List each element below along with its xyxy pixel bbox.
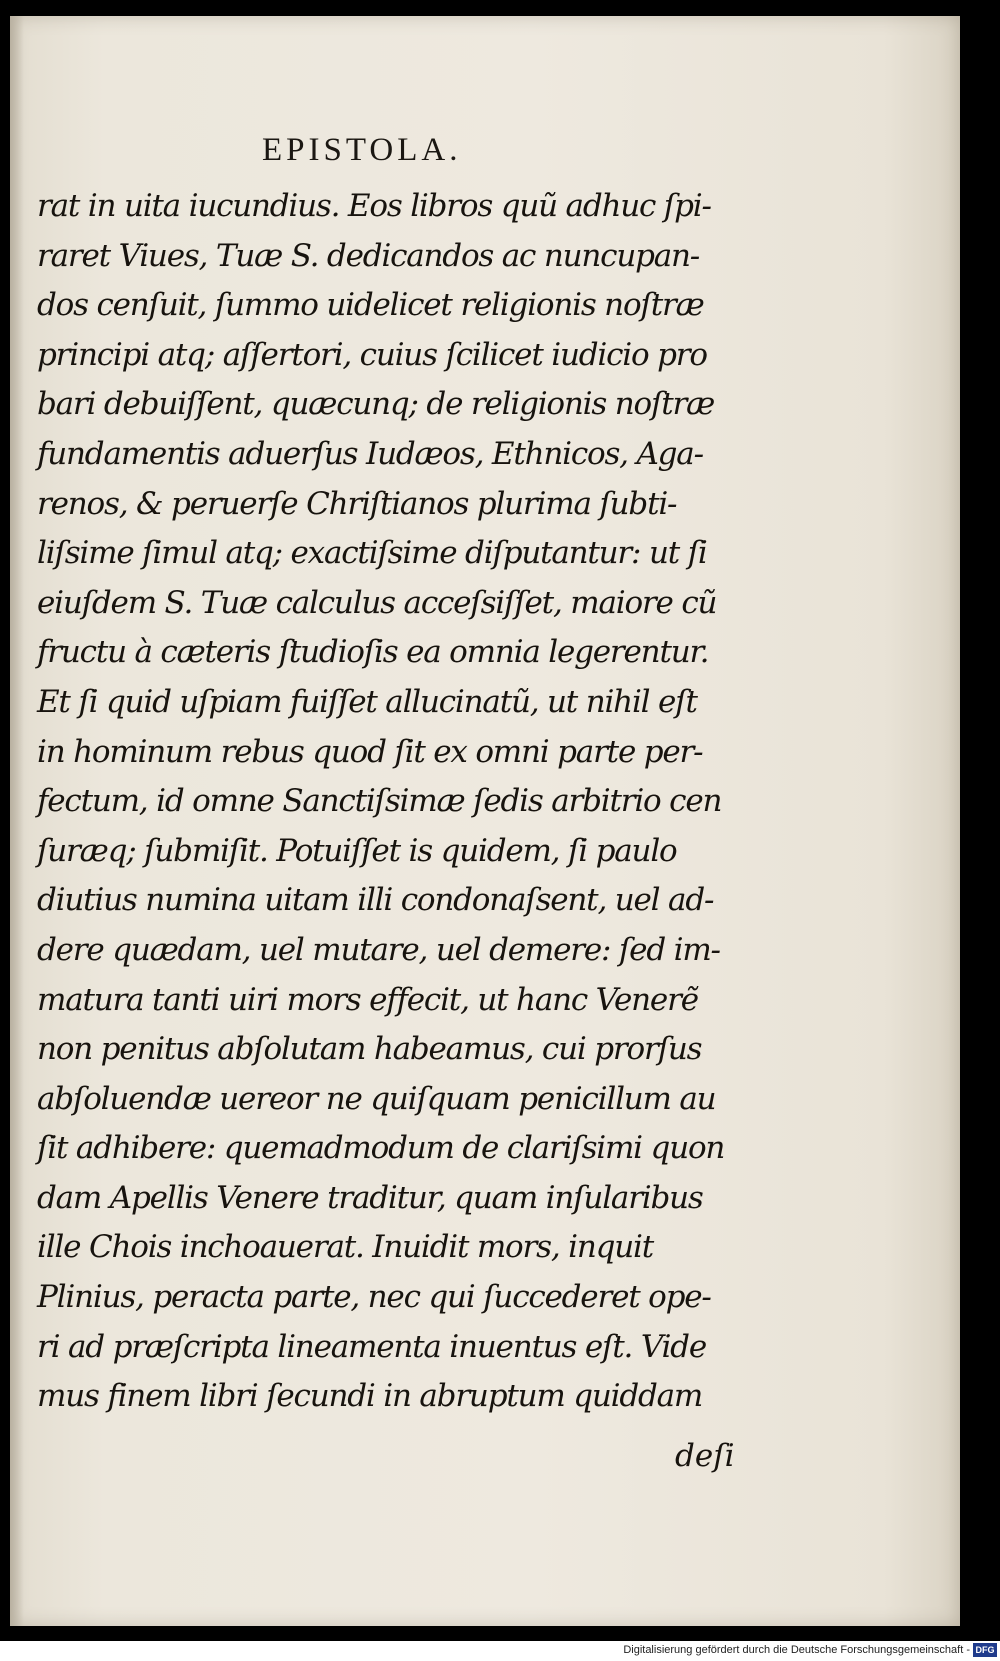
text-block: [37, 182, 727, 1422]
text-line: Et ſi quid uſpiam fuiſſet allucinatũ, ut nihil eſt: [37, 683, 697, 720]
text-line: ſit adhibere: quemadmodum de clariſsimi quon: [37, 1130, 725, 1167]
text-line: ſuræq; ſubmiſit. Potuiſſet is quidem, ſi paulo: [37, 832, 677, 869]
text-line: renos, & peruerſe Chriſtianos plurima ſubti-: [37, 485, 677, 522]
text-line: non penitus abſolutam habeamus, cui prorſus: [37, 1031, 702, 1068]
text-line: matura tanti uiri mors effecit, ut hanc Venerẽ: [37, 981, 698, 1018]
text-line: mus finem libri ſecundi in abruptum quiddam: [37, 1378, 703, 1415]
dfg-logo: DFG: [973, 1643, 997, 1657]
book-page: [10, 16, 960, 1626]
text-line: in hominum rebus quod ſit ex omni parte per-: [37, 733, 703, 770]
text-line: abſoluendæ uereor ne quiſquam penicillum au: [37, 1080, 716, 1117]
text-line: raret Viues, Tuæ S. dedicandos ac nuncupan-: [37, 237, 700, 274]
page-gutter-shadow: [10, 16, 24, 1626]
text-line: principi atq; aſſertori, cuius ſcilicet iudicio pro: [37, 336, 707, 373]
digitization-note: Digitalisierung gefördert durch die Deutsche Forschungsgemeinschaft -: [623, 1644, 970, 1656]
text-line: fructu à cæteris ſtudioſis ea omnia legerentur.: [37, 634, 709, 671]
running-head: EPISTOLA.: [262, 132, 462, 168]
text-line: bari debuiſſent, quæcunq; de religionis noſtræ: [37, 386, 715, 423]
text-line: Plinius, peracta parte, nec qui ſuccederet ope-: [37, 1279, 711, 1316]
text-line: eiuſdem S. Tuæ calculus acceſsiſſet, maiore cũ: [37, 584, 717, 621]
text-line: liſsime ſimul atq; exactiſsime diſputantur: ut ſi: [37, 535, 707, 572]
footer-bar: [0, 1641, 1000, 1661]
text-line: fectum, id omne Sanctiſsimæ ſedis arbitrio cen: [37, 783, 722, 820]
text-line: ri ad præſcripta lineamenta inuentus eſt. Vide: [37, 1328, 706, 1365]
text-line: dam Apellis Venere traditur, quam inſularibus: [37, 1179, 703, 1216]
text-line: dere quædam, uel mutare, uel demere: ſed im-: [37, 931, 720, 968]
text-line: ille Chois inchoauerat. Inuidit mors, inquit: [37, 1229, 654, 1266]
text-line: diutius numina uitam illi condonaſsent, uel ad-: [37, 882, 714, 919]
catchword: deſi: [675, 1438, 735, 1474]
text-line: fundamentis aduerſus Iudæos, Ethnicos, Aga-: [37, 435, 703, 472]
text-line: rat in uita iucundius. Eos libros quũ adhuc ſpi-: [37, 188, 711, 224]
text-line: dos cenſuit, ſummo uidelicet religionis noſtræ: [37, 287, 704, 324]
